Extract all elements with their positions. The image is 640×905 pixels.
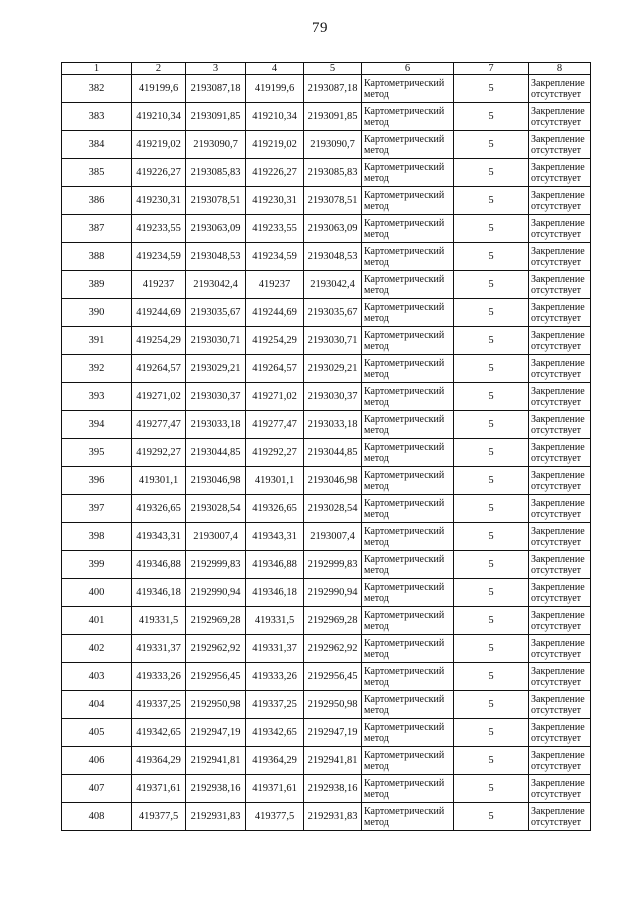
fixing-description-cell: Закрепление отсутствует [529,579,591,607]
x-coordinate-cell: 419301,1 [132,467,186,495]
method-cell: Картометрический метод [362,299,454,327]
y-coordinate-cell: 2193090,7 [186,131,246,159]
method-cell: Картометрический метод [362,187,454,215]
accuracy-cell: 5 [454,607,529,635]
point-number-cell: 390 [62,299,132,327]
coordinates-table [61,62,591,831]
table-row [62,327,591,355]
fixing-description-cell: Закрепление отсутствует [529,747,591,775]
accuracy-cell: 5 [454,327,529,355]
method-cell: Картометрический метод [362,803,454,831]
page-number: 79 [312,20,328,36]
column-header-5: 5 [304,63,362,75]
fixing-description-cell: Закрепление отсутствует [529,719,591,747]
x-coordinate-2-cell: 419254,29 [246,327,304,355]
method-cell: Картометрический метод [362,635,454,663]
table-row [62,131,591,159]
y-coordinate-2-cell: 2192962,92 [304,635,362,663]
x-coordinate-2-cell: 419346,18 [246,579,304,607]
method-cell: Картометрический метод [362,607,454,635]
column-header-8: 8 [529,63,591,75]
point-number-cell: 402 [62,635,132,663]
y-coordinate-2-cell: 2192950,98 [304,691,362,719]
y-coordinate-cell: 2192947,19 [186,719,246,747]
method-cell: Картометрический метод [362,719,454,747]
table-row [62,551,591,579]
accuracy-cell: 5 [454,495,529,523]
y-coordinate-2-cell: 2193048,53 [304,243,362,271]
y-coordinate-cell: 2193028,54 [186,495,246,523]
point-number-cell: 385 [62,159,132,187]
accuracy-cell: 5 [454,635,529,663]
method-cell: Картометрический метод [362,327,454,355]
point-number-cell: 386 [62,187,132,215]
point-number-cell: 408 [62,803,132,831]
point-number-cell: 393 [62,383,132,411]
x-coordinate-cell: 419254,29 [132,327,186,355]
x-coordinate-cell: 419199,6 [132,75,186,103]
y-coordinate-cell: 2193030,37 [186,383,246,411]
x-coordinate-cell: 419233,55 [132,215,186,243]
y-coordinate-2-cell: 2192999,83 [304,551,362,579]
accuracy-cell: 5 [454,663,529,691]
y-coordinate-2-cell: 2193078,51 [304,187,362,215]
y-coordinate-2-cell: 2192990,94 [304,579,362,607]
accuracy-cell: 5 [454,159,529,187]
y-coordinate-cell: 2193091,85 [186,103,246,131]
fixing-description-cell: Закрепление отсутствует [529,607,591,635]
y-coordinate-cell: 2192956,45 [186,663,246,691]
method-cell: Картометрический метод [362,355,454,383]
x-coordinate-2-cell: 419343,31 [246,523,304,551]
x-coordinate-2-cell: 419199,6 [246,75,304,103]
x-coordinate-2-cell: 419364,29 [246,747,304,775]
point-number-cell: 407 [62,775,132,803]
table-row [62,355,591,383]
x-coordinate-cell: 419277,47 [132,411,186,439]
y-coordinate-cell: 2192969,28 [186,607,246,635]
method-cell: Картометрический метод [362,215,454,243]
x-coordinate-cell: 419264,57 [132,355,186,383]
table-row [62,187,591,215]
x-coordinate-2-cell: 419292,27 [246,439,304,467]
method-cell: Картометрический метод [362,467,454,495]
y-coordinate-cell: 2193007,4 [186,523,246,551]
accuracy-cell: 5 [454,719,529,747]
method-cell: Картометрический метод [362,411,454,439]
x-coordinate-2-cell: 419326,65 [246,495,304,523]
table-row [62,103,591,131]
method-cell: Картометрический метод [362,523,454,551]
table-row [62,411,591,439]
method-cell: Картометрический метод [362,75,454,103]
accuracy-cell: 5 [454,299,529,327]
x-coordinate-cell: 419326,65 [132,495,186,523]
point-number-cell: 403 [62,663,132,691]
point-number-cell: 392 [62,355,132,383]
y-coordinate-2-cell: 2193044,85 [304,439,362,467]
y-coordinate-cell: 2193087,18 [186,75,246,103]
y-coordinate-cell: 2193085,83 [186,159,246,187]
fixing-description-cell: Закрепление отсутствует [529,271,591,299]
method-cell: Картометрический метод [362,691,454,719]
x-coordinate-2-cell: 419219,02 [246,131,304,159]
point-number-cell: 396 [62,467,132,495]
y-coordinate-2-cell: 2192947,19 [304,719,362,747]
x-coordinate-2-cell: 419342,65 [246,719,304,747]
fixing-description-cell: Закрепление отсутствует [529,187,591,215]
table-row [62,579,591,607]
y-coordinate-2-cell: 2192931,83 [304,803,362,831]
accuracy-cell: 5 [454,103,529,131]
x-coordinate-2-cell: 419371,61 [246,775,304,803]
fixing-description-cell: Закрепление отсутствует [529,803,591,831]
accuracy-cell: 5 [454,579,529,607]
column-header-2: 2 [132,63,186,75]
x-coordinate-cell: 419346,18 [132,579,186,607]
y-coordinate-cell: 2192941,81 [186,747,246,775]
fixing-description-cell: Закрепление отсутствует [529,131,591,159]
x-coordinate-2-cell: 419230,31 [246,187,304,215]
method-cell: Картометрический метод [362,747,454,775]
table-row [62,75,591,103]
x-coordinate-cell: 419219,02 [132,131,186,159]
point-number-cell: 404 [62,691,132,719]
method-cell: Картометрический метод [362,775,454,803]
fixing-description-cell: Закрепление отсутствует [529,75,591,103]
method-cell: Картометрический метод [362,663,454,691]
y-coordinate-cell: 2193063,09 [186,215,246,243]
y-coordinate-cell: 2192938,16 [186,775,246,803]
method-cell: Картометрический метод [362,383,454,411]
point-number-cell: 400 [62,579,132,607]
fixing-description-cell: Закрепление отсутствует [529,775,591,803]
x-coordinate-2-cell: 419333,26 [246,663,304,691]
point-number-cell: 389 [62,271,132,299]
fixing-description-cell: Закрепление отсутствует [529,439,591,467]
y-coordinate-2-cell: 2192941,81 [304,747,362,775]
table-row [62,747,591,775]
x-coordinate-2-cell: 419337,25 [246,691,304,719]
point-number-cell: 397 [62,495,132,523]
x-coordinate-2-cell: 419210,34 [246,103,304,131]
x-coordinate-cell: 419292,27 [132,439,186,467]
point-number-cell: 401 [62,607,132,635]
point-number-cell: 387 [62,215,132,243]
table-row [62,271,591,299]
y-coordinate-cell: 2193029,21 [186,355,246,383]
x-coordinate-cell: 419337,25 [132,691,186,719]
x-coordinate-cell: 419346,88 [132,551,186,579]
point-number-cell: 384 [62,131,132,159]
fixing-description-cell: Закрепление отсутствует [529,523,591,551]
x-coordinate-cell: 419226,27 [132,159,186,187]
fixing-description-cell: Закрепление отсутствует [529,691,591,719]
fixing-description-cell: Закрепление отсутствует [529,495,591,523]
y-coordinate-2-cell: 2193091,85 [304,103,362,131]
table-body [62,75,591,831]
column-header-7: 7 [454,63,529,75]
x-coordinate-cell: 419271,02 [132,383,186,411]
y-coordinate-cell: 2192999,83 [186,551,246,579]
x-coordinate-cell: 419342,65 [132,719,186,747]
method-cell: Картометрический метод [362,243,454,271]
x-coordinate-2-cell: 419331,37 [246,635,304,663]
y-coordinate-2-cell: 2193087,18 [304,75,362,103]
y-coordinate-cell: 2193044,85 [186,439,246,467]
accuracy-cell: 5 [454,187,529,215]
column-header-6: 6 [362,63,454,75]
method-cell: Картометрический метод [362,159,454,187]
accuracy-cell: 5 [454,803,529,831]
point-number-cell: 388 [62,243,132,271]
y-coordinate-cell: 2192931,83 [186,803,246,831]
x-coordinate-cell: 419377,5 [132,803,186,831]
accuracy-cell: 5 [454,691,529,719]
fixing-description-cell: Закрепление отсутствует [529,243,591,271]
table-row [62,215,591,243]
y-coordinate-2-cell: 2193090,7 [304,131,362,159]
header-row [62,63,591,75]
column-header-1: 1 [62,63,132,75]
point-number-cell: 405 [62,719,132,747]
x-coordinate-cell: 419343,31 [132,523,186,551]
x-coordinate-2-cell: 419331,5 [246,607,304,635]
table-row [62,467,591,495]
accuracy-cell: 5 [454,411,529,439]
fixing-description-cell: Закрепление отсутствует [529,383,591,411]
y-coordinate-cell: 2193048,53 [186,243,246,271]
y-coordinate-cell: 2193046,98 [186,467,246,495]
x-coordinate-cell: 419331,5 [132,607,186,635]
x-coordinate-2-cell: 419271,02 [246,383,304,411]
table-row [62,383,591,411]
point-number-cell: 382 [62,75,132,103]
x-coordinate-cell: 419210,34 [132,103,186,131]
fixing-description-cell: Закрепление отсутствует [529,327,591,355]
y-coordinate-cell: 2192962,92 [186,635,246,663]
y-coordinate-2-cell: 2193035,67 [304,299,362,327]
x-coordinate-cell: 419364,29 [132,747,186,775]
y-coordinate-2-cell: 2193033,18 [304,411,362,439]
table-row [62,635,591,663]
y-coordinate-2-cell: 2193007,4 [304,523,362,551]
x-coordinate-2-cell: 419233,55 [246,215,304,243]
table-row [62,803,591,831]
accuracy-cell: 5 [454,271,529,299]
y-coordinate-cell: 2192950,98 [186,691,246,719]
fixing-description-cell: Закрепление отсутствует [529,663,591,691]
x-coordinate-2-cell: 419277,47 [246,411,304,439]
fixing-description-cell: Закрепление отсутствует [529,103,591,131]
accuracy-cell: 5 [454,75,529,103]
y-coordinate-2-cell: 2193085,83 [304,159,362,187]
method-cell: Картометрический метод [362,271,454,299]
x-coordinate-cell: 419371,61 [132,775,186,803]
accuracy-cell: 5 [454,215,529,243]
point-number-cell: 406 [62,747,132,775]
y-coordinate-2-cell: 2192938,16 [304,775,362,803]
x-coordinate-cell: 419237 [132,271,186,299]
table-row [62,299,591,327]
y-coordinate-2-cell: 2193029,21 [304,355,362,383]
accuracy-cell: 5 [454,775,529,803]
accuracy-cell: 5 [454,383,529,411]
accuracy-cell: 5 [454,747,529,775]
accuracy-cell: 5 [454,131,529,159]
y-coordinate-2-cell: 2193028,54 [304,495,362,523]
method-cell: Картометрический метод [362,579,454,607]
x-coordinate-2-cell: 419264,57 [246,355,304,383]
x-coordinate-2-cell: 419237 [246,271,304,299]
y-coordinate-2-cell: 2192956,45 [304,663,362,691]
table-row [62,159,591,187]
x-coordinate-cell: 419333,26 [132,663,186,691]
table-row [62,607,591,635]
fixing-description-cell: Закрепление отсутствует [529,159,591,187]
y-coordinate-cell: 2192990,94 [186,579,246,607]
fixing-description-cell: Закрепление отсутствует [529,467,591,495]
x-coordinate-2-cell: 419301,1 [246,467,304,495]
y-coordinate-cell: 2193033,18 [186,411,246,439]
fixing-description-cell: Закрепление отсутствует [529,411,591,439]
x-coordinate-cell: 419234,59 [132,243,186,271]
method-cell: Картометрический метод [362,439,454,467]
table-row [62,719,591,747]
method-cell: Картометрический метод [362,103,454,131]
column-header-3: 3 [186,63,246,75]
y-coordinate-2-cell: 2192969,28 [304,607,362,635]
table-header [62,63,591,75]
y-coordinate-2-cell: 2193030,71 [304,327,362,355]
x-coordinate-2-cell: 419377,5 [246,803,304,831]
accuracy-cell: 5 [454,467,529,495]
fixing-description-cell: Закрепление отсутствует [529,355,591,383]
y-coordinate-cell: 2193030,71 [186,327,246,355]
accuracy-cell: 5 [454,551,529,579]
x-coordinate-2-cell: 419346,88 [246,551,304,579]
accuracy-cell: 5 [454,243,529,271]
table-row [62,691,591,719]
fixing-description-cell: Закрепление отсутствует [529,215,591,243]
table-row [62,243,591,271]
table-row [62,663,591,691]
point-number-cell: 395 [62,439,132,467]
y-coordinate-cell: 2193042,4 [186,271,246,299]
method-cell: Картометрический метод [362,551,454,579]
y-coordinate-2-cell: 2193046,98 [304,467,362,495]
method-cell: Картометрический метод [362,131,454,159]
accuracy-cell: 5 [454,355,529,383]
point-number-cell: 399 [62,551,132,579]
table-row [62,775,591,803]
x-coordinate-cell: 419230,31 [132,187,186,215]
y-coordinate-2-cell: 2193042,4 [304,271,362,299]
accuracy-cell: 5 [454,523,529,551]
point-number-cell: 398 [62,523,132,551]
y-coordinate-cell: 2193078,51 [186,187,246,215]
table-row [62,495,591,523]
x-coordinate-2-cell: 419226,27 [246,159,304,187]
x-coordinate-2-cell: 419244,69 [246,299,304,327]
point-number-cell: 383 [62,103,132,131]
fixing-description-cell: Закрепление отсутствует [529,299,591,327]
table-row [62,439,591,467]
method-cell: Картометрический метод [362,495,454,523]
x-coordinate-2-cell: 419234,59 [246,243,304,271]
fixing-description-cell: Закрепление отсутствует [529,635,591,663]
point-number-cell: 394 [62,411,132,439]
table-row [62,523,591,551]
y-coordinate-2-cell: 2193030,37 [304,383,362,411]
x-coordinate-cell: 419244,69 [132,299,186,327]
x-coordinate-cell: 419331,37 [132,635,186,663]
y-coordinate-2-cell: 2193063,09 [304,215,362,243]
column-header-4: 4 [246,63,304,75]
accuracy-cell: 5 [454,439,529,467]
y-coordinate-cell: 2193035,67 [186,299,246,327]
point-number-cell: 391 [62,327,132,355]
fixing-description-cell: Закрепление отсутствует [529,551,591,579]
